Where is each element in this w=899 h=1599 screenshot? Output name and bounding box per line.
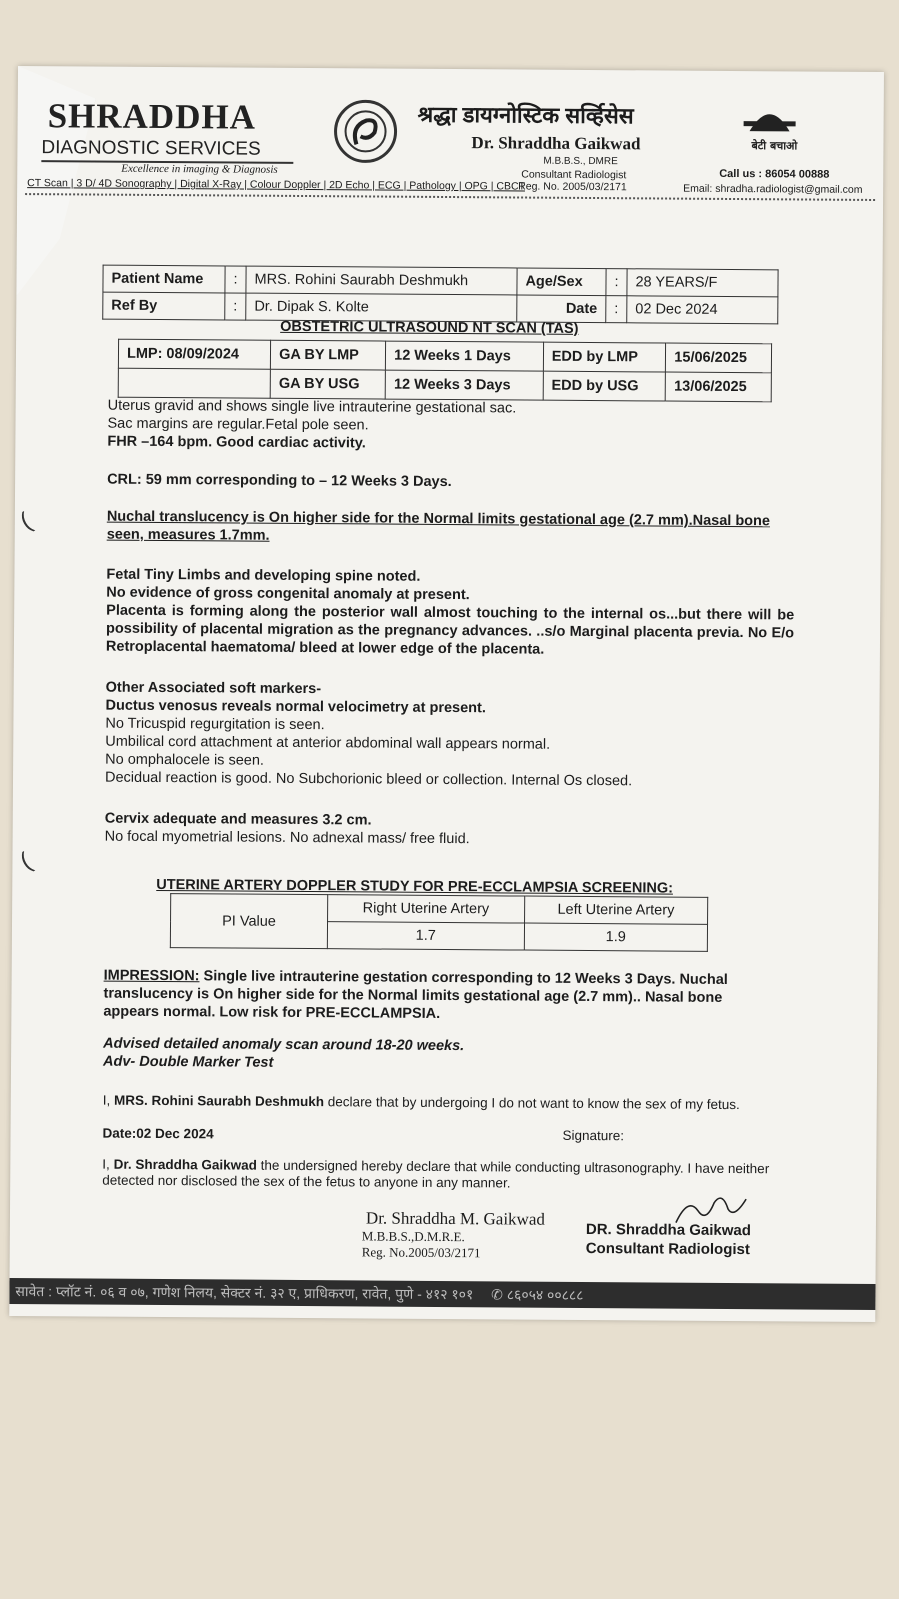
doppler-table: [170, 893, 708, 952]
finding-line: No evidence of gross congenital anomaly at present.: [106, 584, 470, 604]
services-list: CT Scan | 3 D/ 4D Sonography | Digital X-Ray | Colour Doppler | 2D Echo | ECG | Pathology | OPG | CBCT: [27, 177, 526, 193]
patient-name: MRS. Rohini Saurabh Deshmukh: [246, 266, 517, 295]
finding-fhr: FHR –164 bpm. Good cardiac activity.: [107, 433, 366, 452]
stamp-qualification: M.B.B.S.,D.M.R.E.: [361, 1228, 465, 1245]
finding-cervix: Cervix adequate and measures 3.2 cm.: [104, 810, 372, 829]
left-artery-label: Left Uterine Artery: [524, 896, 708, 924]
right-artery-label: Right Uterine Artery: [328, 895, 525, 923]
pi-label: PI Value: [170, 894, 327, 949]
impression-text: Single live intrauterine gestation corresponding to 12 Weeks 3 Days. Nuchal translucency is On higher side for the Normal limits gestational age (2.7 mm).. Nasal bone appears normal. Low risk for PRE-ECCLAMPSIA.: [103, 968, 728, 1022]
colon: :: [225, 293, 246, 320]
edd-lmp-value: 15/06/2025: [666, 343, 772, 373]
report-sheet: [9, 66, 884, 1322]
consultant-name: DR. Shraddha Gaikwad: [585, 1220, 751, 1240]
finding-ductus: Ductus venosus reveals normal velocimetry at present.: [105, 697, 486, 717]
declaration-prefix: I,: [102, 1156, 114, 1172]
doctor-qualification: M.B.B.S., DMRE: [543, 155, 618, 168]
brand-name: SHRADDHA: [47, 96, 257, 137]
finding-nt: Nuchal translucency is On higher side for the Normal limits gestational age (2.7 mm).Nasal bone seen, measures 1.7mm.: [106, 508, 771, 544]
declaration-text: declare that by undergoing I do not want to know the sex of my fetus.: [324, 1094, 740, 1113]
footer-address: सावेत : प्लॉट नं. ०६ व ०७, गणेश निलय, सेक्टर नं. ३२ ए, प्राधिकरण, रावेत, पुणे - ४१२ १०१: [15, 1283, 474, 1303]
doctor-reg: Reg. No. 2005/03/2171: [518, 180, 627, 194]
signature-label: Signature:: [562, 1127, 625, 1144]
brand-tagline: Excellence in imaging & Diagnosis: [121, 162, 278, 176]
whatsapp-icon: ✆: [491, 1286, 503, 1303]
badge-text: बेटी बचाओ: [751, 139, 798, 153]
soft-markers-block: [105, 679, 806, 792]
hindi-clinic-name: श्रद्धा डायग्नोस्टिक सर्व्हिसेस: [417, 101, 634, 129]
declaration-text: the undersigned hereby declare that while conducting ultrasonography. I have neither detected nor disclosed the sex of the fetus to anyone in any manner.: [102, 1157, 770, 1191]
finding-omphalocele: No omphalocele is seen.: [105, 751, 265, 769]
stamp-details: [362, 1228, 481, 1261]
ga-usg-value: 12 Weeks 3 Days: [385, 370, 543, 400]
stamp-reg: Reg. No.2005/03/2171: [361, 1244, 481, 1261]
table-row: [171, 894, 708, 925]
cervix-block: [105, 810, 805, 851]
consultant-block: [586, 1220, 751, 1259]
beti-bachao-logo-icon: [729, 97, 809, 158]
finding-decidual: Decidual reaction is good. No Subchorionic bleed or collection. Internal Os closed.: [104, 769, 633, 790]
edd-usg-label: EDD by USG: [543, 371, 666, 401]
brand-subtitle: DIAGNOSTIC SERVICES: [41, 137, 261, 160]
patient-name-label: Patient Name: [103, 265, 225, 293]
finding-line: Fetal Tiny Limbs and developing spine noted.: [106, 566, 421, 585]
impression: [103, 967, 763, 1026]
patient-declaration: [103, 1093, 783, 1114]
advice-block: [103, 1035, 803, 1076]
consultant-role: Consultant Radiologist: [585, 1239, 750, 1259]
doctor-role: Consultant Radiologist: [521, 168, 627, 182]
pen-mark-icon: (: [15, 847, 36, 876]
declaration-prefix: I,: [102, 1092, 115, 1108]
table-row: [118, 339, 771, 373]
date-value: 02 Dec 2024: [627, 296, 778, 324]
stamp-name: Dr. Shraddha M. Gaikwad: [365, 1208, 545, 1229]
patient-table: [102, 265, 778, 325]
finding-line: Uterus gravid and shows single live intrauterine gestational sac.: [107, 397, 517, 417]
agesex-value: 28 YEARS/F: [627, 269, 778, 297]
finding-crl: CRL: 59 mm corresponding to – 12 Weeks 3 Days.: [107, 471, 452, 491]
declaration-patient-name: MRS. Rohini Saurabh Deshmukh: [113, 1092, 325, 1110]
call-number: Call us : 86054 00888: [719, 167, 830, 181]
advice-line: Advised detailed anomaly scan around 18-20 weeks.: [103, 1035, 465, 1055]
finding-line: Sac margins are regular.Fetal pole seen.: [107, 415, 369, 434]
footer-phone: ८६०५४ ००८८८: [506, 1286, 584, 1303]
doppler-title: UTERINE ARTERY DOPPLER STUDY FOR PRE-ECCLAMPSIA SCREENING:: [156, 876, 674, 897]
impression-label: IMPRESSION:: [103, 967, 200, 985]
colon: :: [225, 266, 246, 293]
ref-label: Ref By: [103, 292, 225, 320]
finding-myometrial: No focal myometrial lesions. No adnexal mass/ free fluid.: [104, 828, 470, 848]
ref-value: Dr. Dipak S. Kolte: [246, 293, 517, 322]
declaration-doctor-name: Dr. Shraddha Gaikwad: [113, 1156, 257, 1173]
declaration-date: Date:02 Dec 2024: [102, 1125, 214, 1142]
colon: :: [606, 269, 627, 296]
left-artery-value: 1.9: [524, 923, 708, 951]
ga-lmp-label: GA BY LMP: [271, 340, 386, 370]
lmp-date: LMP: 08/09/2024: [118, 339, 270, 369]
date-label: Date: [517, 295, 606, 323]
findings-intro: [107, 397, 807, 456]
right-artery-value: 1.7: [327, 922, 524, 950]
advice-line: Adv- Double Marker Test: [102, 1053, 274, 1071]
findings-block: [106, 566, 795, 661]
doctor-name: Dr. Shraddha Gaikwad: [471, 133, 641, 154]
finding-tricuspid: No Tricuspid regurgitation is seen.: [105, 715, 325, 734]
edd-usg-value: 13/06/2025: [666, 372, 772, 402]
clinic-emblem-icon: [330, 96, 400, 166]
ga-lmp-value: 12 Weeks 1 Days: [386, 341, 544, 371]
edd-lmp-label: EDD by LMP: [543, 342, 666, 372]
ga-usg-label: GA BY USG: [270, 369, 385, 399]
scan-title: OBSTETRIC ULTRASOUND NT SCAN (TAS): [280, 318, 579, 337]
gestation-table: [118, 339, 772, 403]
empty-cell: [118, 368, 270, 398]
footer-address-bar: [9, 1278, 881, 1310]
email: Email: shradha.radiologist@gmail.com: [683, 182, 863, 196]
colon: :: [606, 296, 627, 323]
pen-mark-icon: (: [15, 507, 36, 536]
finding-placenta: Placenta is forming along the posterior wall almost touching to the internal os...but there will be possibility of placental migration as the pregnancy advances. ..s/o Marginal placenta previa. No E/o Retroplacental haematoma/ bleed at lower edge of the placenta.: [105, 602, 795, 658]
agesex-label: Age/Sex: [517, 268, 606, 296]
finding-umbilical: Umbilical cord attachment at anterior abdominal wall appears normal.: [105, 733, 551, 753]
soft-markers-title: Other Associated soft markers-: [105, 679, 322, 698]
